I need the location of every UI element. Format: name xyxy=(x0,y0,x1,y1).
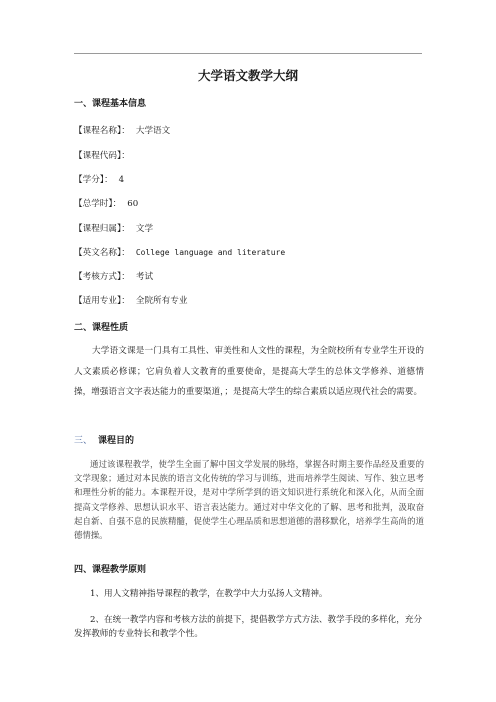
course-purpose-paragraph: 通过该课程教学，使学生全面了解中国文学发展的脉络，掌握各时期主要作品经及重要的文学现象；通过对本民族的语言文化传统的学习与训练，进而培养学生阅读、写作、独立思考和理性分析的能力。本课程开设，是对中学所学到的语文知识进行系统化和深入化，从而全面提高文学修养、思想认识水平、语言表达能力。通过对中华文化的了解、思考和批判，汲取奋起自新、自强不息的民族精髓，促使学生心理品质和思想道德的潜移默化，培养学生高尚的道德情操。 xyxy=(74,459,424,541)
section-3-heading xyxy=(74,433,134,446)
section-1-heading: 一、课程基本信息 xyxy=(74,99,147,109)
field-value: 文学 xyxy=(135,224,154,234)
field-course-category xyxy=(74,222,153,234)
field-value: 大学语文 xyxy=(135,126,171,136)
header-rule xyxy=(74,53,422,54)
principle-item: 1、用人文精神指导课程的教学，在教学中大力弘扬人文精神。 xyxy=(90,589,328,599)
field-value: 4 xyxy=(118,175,125,185)
field-value: 60 xyxy=(127,199,139,209)
document-title: 大学语文教学大纲 xyxy=(197,68,298,83)
field-english-name xyxy=(74,246,285,258)
field-value: College language and literature xyxy=(135,248,286,257)
field-applicable-majors xyxy=(74,294,187,306)
field-value: 全院所有专业 xyxy=(135,296,188,306)
section-4-heading: 四、课程教学原则 xyxy=(74,565,147,575)
field-label: 【课程代码】： xyxy=(74,151,130,161)
section-3-number: 三、 xyxy=(74,436,93,446)
course-nature-paragraph: 大学语文课是一门具有工具性、审美性和人文性的课程，为全院校所有专业学生开设的人文素质必修课；它肩负着人文教育的重要使命，是提高大学生的总体文学修养、道德情操，增强语言文字表达能力的重要渠道，；是提高大学生的综合素质以适应现代社会的需要。 xyxy=(74,346,424,397)
field-label: 【课程名称】： xyxy=(74,126,130,136)
field-course-name xyxy=(74,124,170,136)
principle-item: 2、在统一教学内容和考核方法的前提下，提倡教学方式方法、教学手段的多样化，充分发挥教师的专业特长和教学个性。 xyxy=(74,615,423,639)
field-assessment xyxy=(74,270,153,282)
field-label: 【英文名称】： xyxy=(74,248,130,258)
field-label: 【适用专业】： xyxy=(74,296,130,306)
field-label: 【总学时】： xyxy=(74,199,122,209)
field-value: 考试 xyxy=(135,272,154,282)
field-total-hours xyxy=(74,197,138,209)
field-course-code xyxy=(74,149,136,161)
section-2-heading: 二、课程性质 xyxy=(74,323,129,333)
section-3-title: 课程目的 xyxy=(98,436,135,446)
field-label: 【考核方式】： xyxy=(74,272,130,282)
field-label: 【课程归属】： xyxy=(74,224,130,234)
field-label: 【学分】： xyxy=(74,175,113,185)
field-credits xyxy=(74,173,124,185)
